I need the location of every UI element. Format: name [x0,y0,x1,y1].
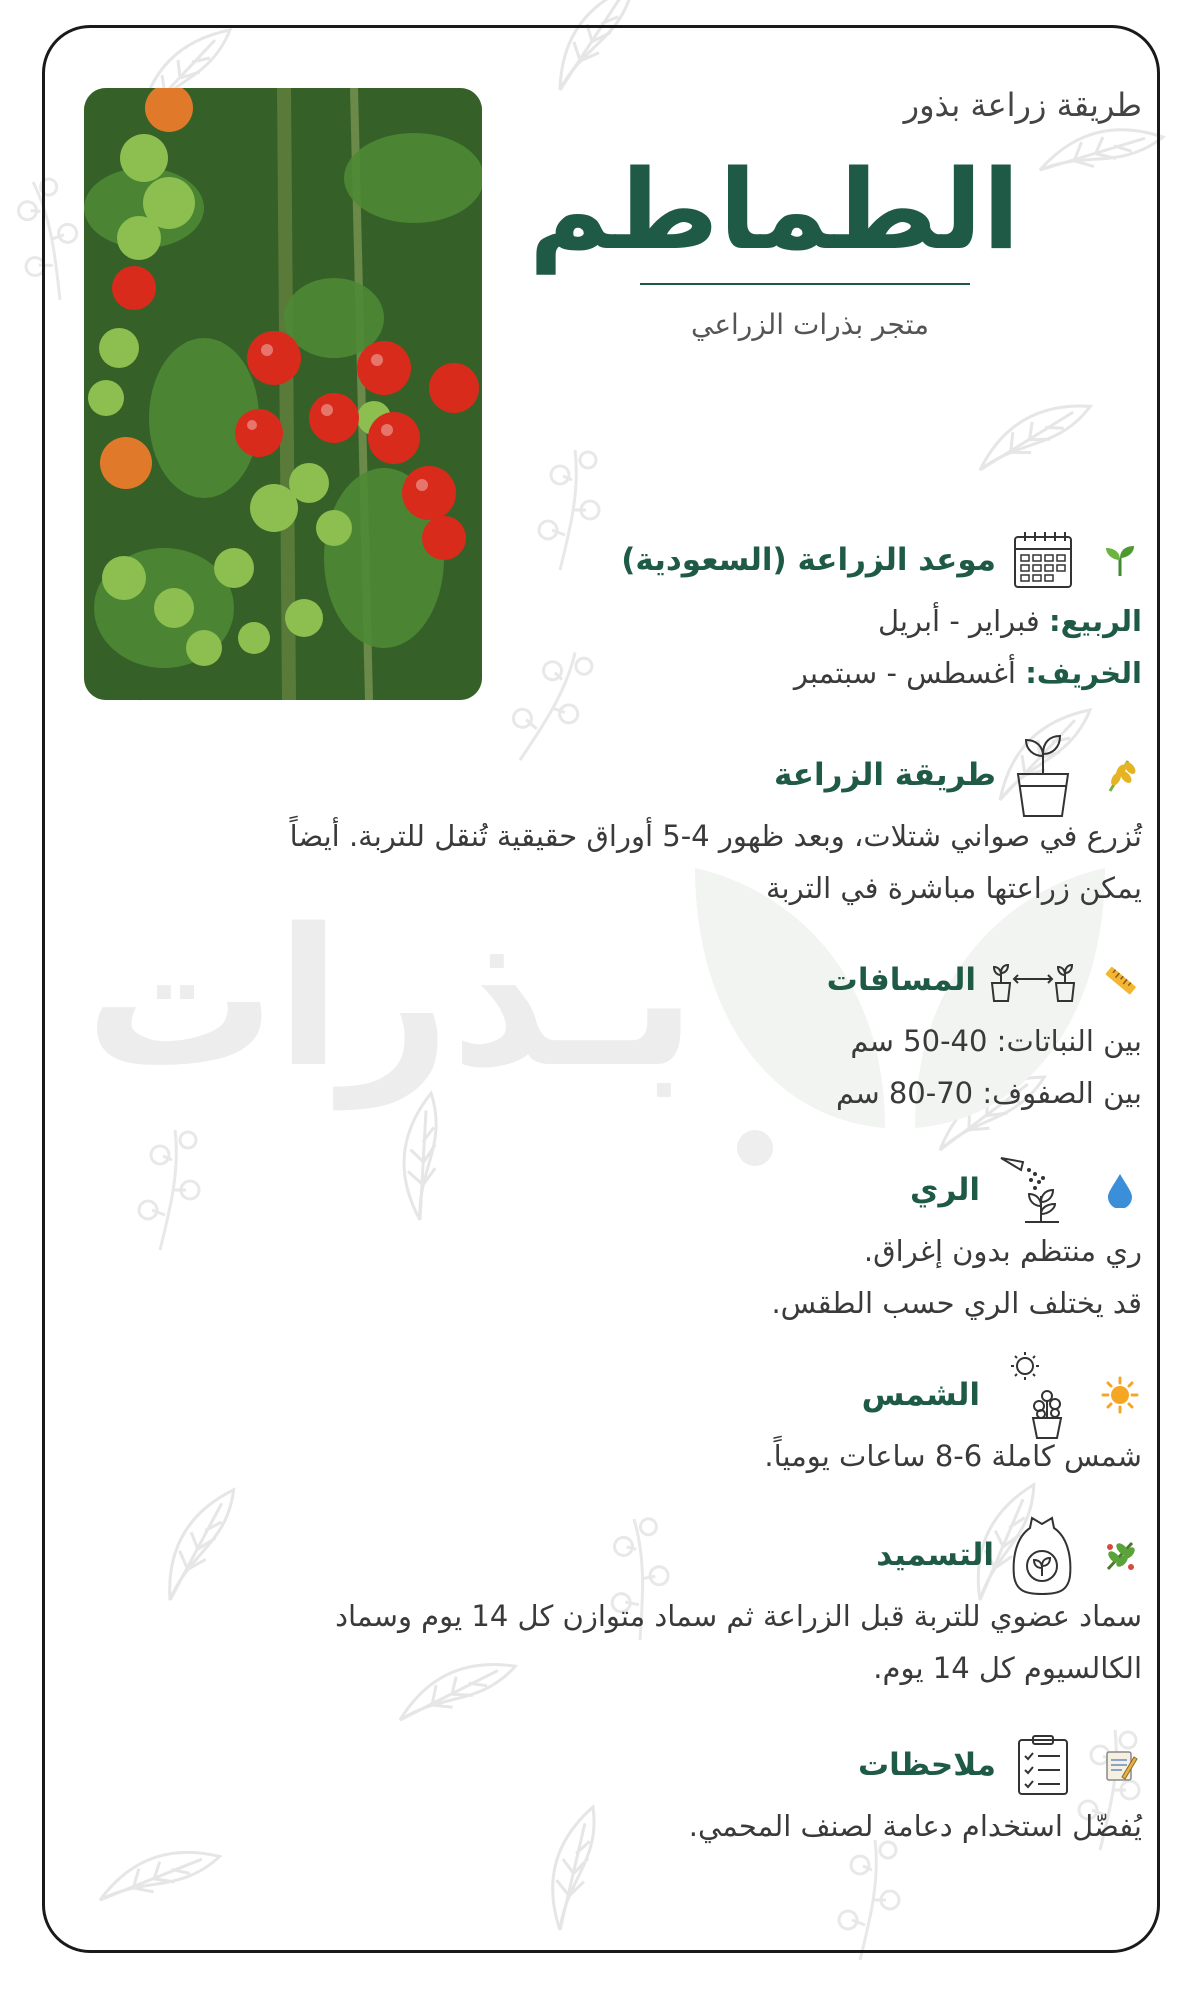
autumn-label: الخريف: [1025,656,1142,690]
section-spacing [827,945,1142,1119]
sun-line-1: شمس كاملة 6-8 ساعات يومياً. [764,1439,1142,1473]
section-title: التسميد [876,1537,994,1573]
plant-spacing-icon [986,943,1080,1017]
method-line-1: تُزرع في صواني شتلات، وبعد ظهور 4-5 أوراق حقيقية تُنقل للتربة. أيضاً [289,819,1142,853]
section-title: الري [910,1172,980,1208]
section-fertilizer [335,1520,1142,1694]
sprout-icon [1098,538,1142,582]
fertilizer-bag-icon [1004,1510,1080,1600]
store-name: متجر بذرات الزراعي [690,308,930,341]
autumn-value: أغسطس - سبتمبر [793,656,1026,690]
section-title: المسافات [826,962,976,998]
section-notes [689,1730,1142,1852]
watering-line-1: ري منتظم بدون إغراق. [863,1234,1142,1268]
wheat-icon [1098,753,1142,797]
tomato-plant-photo [84,88,482,700]
fertilizer-line-1: سماد عضوي للتربة قبل الزراعة ثم سماد متوازن كل 14 يوم وسماد [335,1599,1142,1633]
fertilizer-line-2: الكالسيوم كل 14 يوم. [873,1651,1142,1685]
sun-plant-icon [990,1358,1080,1432]
spacing-line-1: بين النباتات: 40-50 سم [850,1024,1142,1058]
checklist-icon [1006,1728,1080,1802]
watermark-text: بـذرات [85,888,697,1109]
memo-icon [1098,1743,1142,1787]
method-line-2: يمكن زراعتها مباشرة في التربة [765,871,1142,905]
herb-icon [1098,1533,1142,1577]
title-underline [640,283,970,285]
watering-can-icon [990,1153,1080,1227]
potted-seedling-icon [1006,738,1080,812]
spacing-line-2: بين الصفوف: 70-80 سم [836,1076,1142,1110]
spring-label: الربيع: [1048,604,1142,638]
ruler-icon [1098,958,1142,1002]
section-sun [764,1360,1142,1482]
header-subtitle: طريقة زراعة بذور [903,86,1142,124]
droplet-icon [1098,1168,1142,1212]
section-title: موعد الزراعة (السعودية) [621,542,996,578]
calendar-icon [1006,523,1080,597]
notes-line-1: يُفضّل استخدام دعامة لصنف المحمي. [688,1809,1142,1843]
section-title: طريقة الزراعة [773,757,996,793]
spring-value: فبراير - أبريل [877,604,1049,638]
section-title: الشمس [861,1377,980,1413]
watering-line-2: قد يختلف الري حسب الطقس. [771,1286,1142,1320]
section-method [290,740,1142,914]
sun-icon [1098,1373,1142,1417]
section-title: ملاحظات [857,1747,996,1783]
section-schedule [621,525,1142,699]
section-watering [771,1155,1142,1329]
page-title: الطماطم [528,146,1020,274]
